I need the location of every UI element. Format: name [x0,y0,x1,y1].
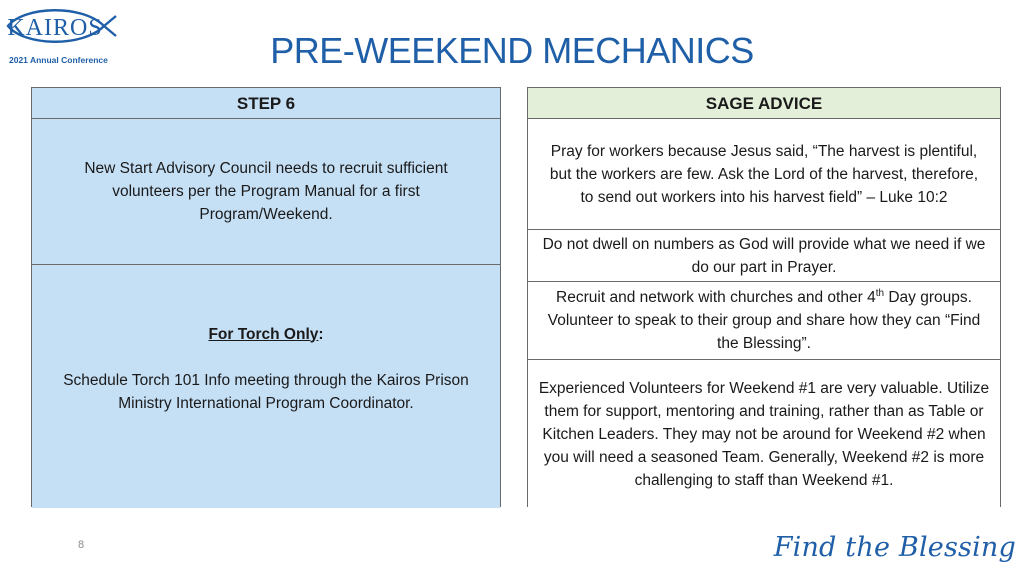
step-header: STEP 6 [32,88,500,119]
step-cell-recruit [32,119,500,265]
advice-experienced-text: Experienced Volunteers for Weekend #1 are very valuable. Utilize them for support, mentoring and training, rather than as Table or Kitchen Leaders. They may not be around for Weekend #2 when you will need a seasoned Team. Generally, Weekend #2 is more challenging to staff than Weekend #1. [538,379,990,489]
torch-heading-suffix: : [318,325,324,343]
torch-heading: For Torch Only [208,325,319,343]
step-recruit-text: New Start Advisory Council needs to recruit sufficient volunteers per the Program Manual for a first Program/Weekend. [84,160,448,223]
advice-item-pray [528,119,1000,230]
page-title: PRE-WEEKEND MECHANICS [270,30,754,71]
torch-body: Schedule Torch 101 Info meeting through the Kairos Prison Ministry International Program Coordinator. [63,371,469,412]
step-panel [31,87,501,507]
find-the-blessing-tagline: Find the Blessing [773,532,1016,563]
advice-item-numbers [528,230,1000,282]
page-number: 8 [78,539,85,551]
advice-panel [527,87,1001,507]
advice-pray-text: Pray for workers because Jesus said, “The harvest is plentiful, but the workers are few. Ask the Lord of the harvest, therefore, to send out workers into his harvest field” – Luke 10:2 [549,142,979,206]
advice-numbers-text: Do not dwell on numbers as God will provide what we need if we do our part in Prayer. [542,235,986,276]
advice-header: SAGE ADVICE [528,88,1000,119]
step-cell-torch [32,265,500,508]
torch-block [40,323,492,415]
advice-recruit-text: Recruit and network with churches and other 4th Day groups. Volunteer to speak to their group and share how they can “Find the Blessing”. [547,287,981,352]
advice-item-recruit [528,282,1000,360]
advice-item-experienced [528,360,1000,508]
logo-wordmark: KAIROS [7,15,103,41]
conference-subtitle: 2021 Annual Conference [9,55,108,65]
